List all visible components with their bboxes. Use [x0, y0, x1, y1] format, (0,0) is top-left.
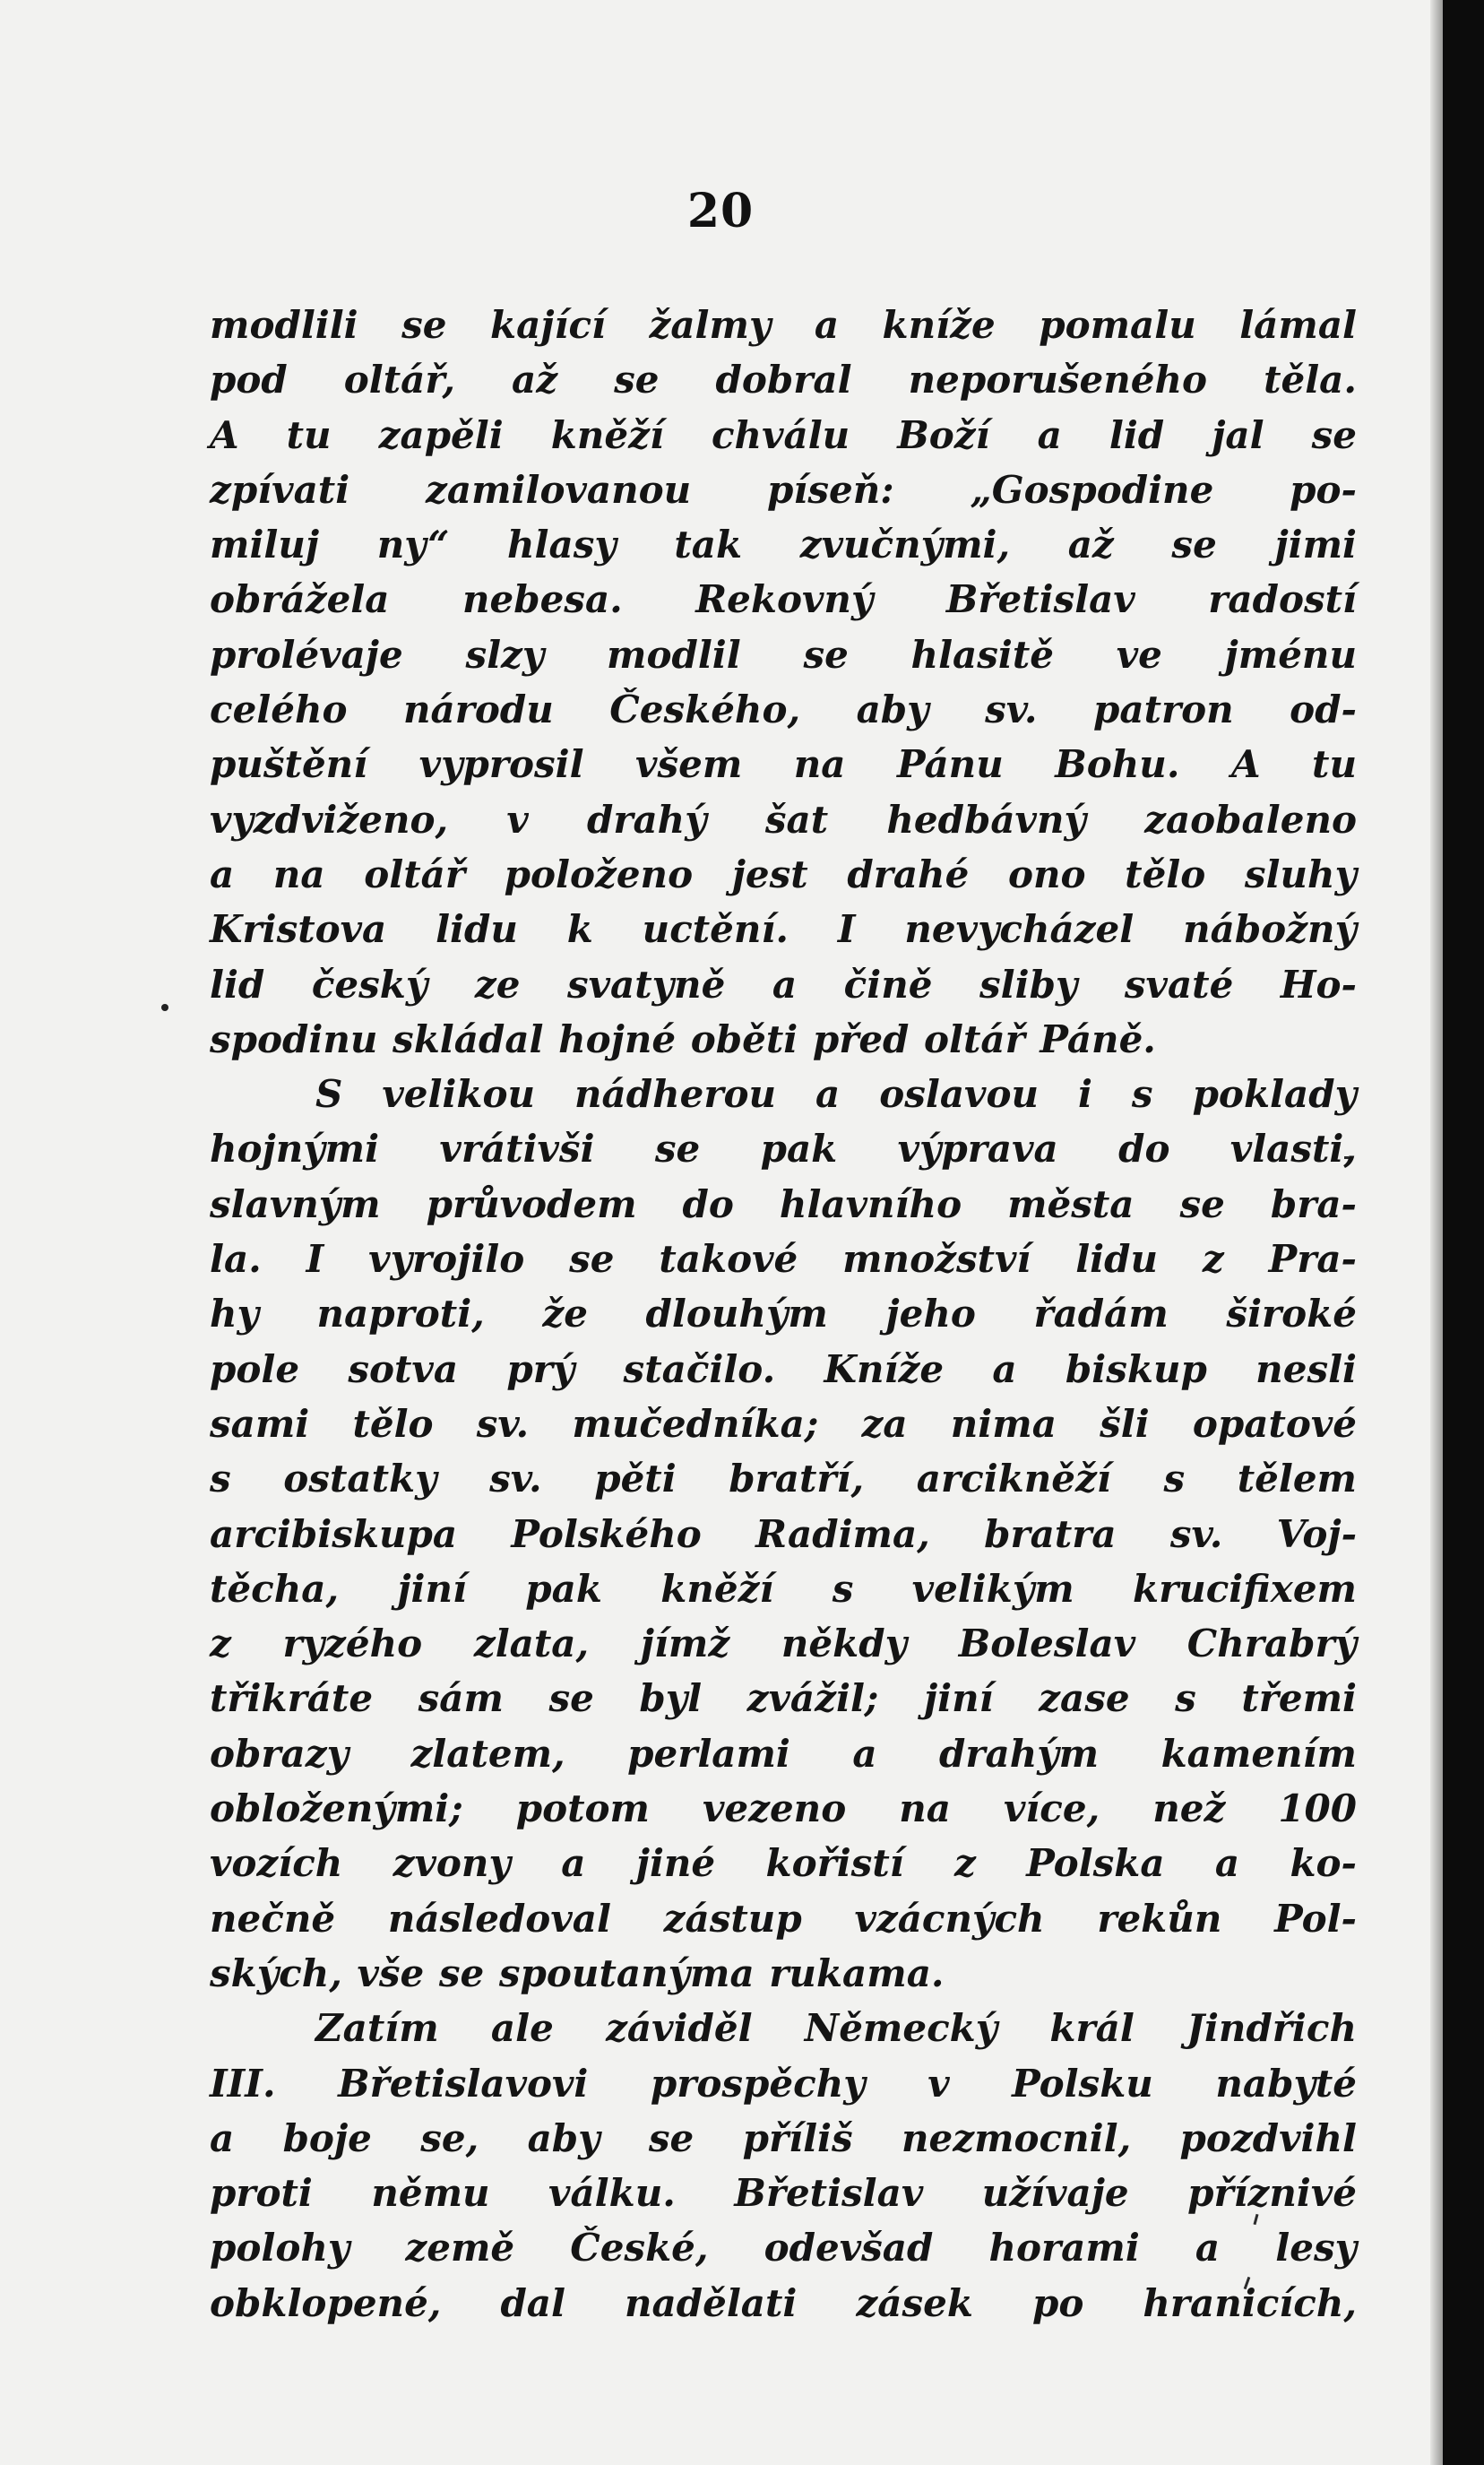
- text-line: sami tělo sv. mučedníka; za nima šli opatové: [210, 1401, 1357, 1446]
- text-line: puštění vyprosil všem na Pánu Bohu. A tu: [210, 742, 1357, 787]
- text-line: Zatím ale záviděl Německý král Jindřich: [315, 2006, 1357, 2051]
- text-line: A tu zapěli kněží chválu Boží a lid jal se: [210, 412, 1357, 457]
- page-number: 20: [686, 184, 755, 238]
- text-line: třikráte sám se byl zvážil; jiní zase s třemi: [210, 1676, 1357, 1721]
- text-line: Kristova lidu k uctění. I nevycházel nábožný: [210, 907, 1357, 952]
- page-edge-shadow: [1430, 0, 1443, 2465]
- text-line: prolévaje slzy modlil se hlasitě ve jménu: [210, 632, 1357, 677]
- text-line: miluj ny“ hlasy tak zvučnými, až se jimi: [210, 523, 1357, 567]
- text-line: spodinu skládal hojné oběti před oltář Páně.: [210, 1016, 1156, 1061]
- text-line: těcha, jiní pak kněží s velikým krucifixem: [210, 1566, 1357, 1611]
- text-line: la. I vyrojilo se takové množství lidu z Pra-: [210, 1237, 1357, 1282]
- text-line: arcibiskupa Polského Radima, bratra sv. Voj-: [210, 1511, 1357, 1556]
- text-line: z ryzého zlata, jímž někdy Boleslav Chrabrý: [210, 1622, 1357, 1666]
- text-line: S velikou nádherou a oslavou i s poklady: [315, 1072, 1357, 1117]
- body-text: [210, 298, 1357, 2331]
- text-line: obklopené, dal nadělati zásek po hranicích,: [210, 2280, 1357, 2325]
- text-line: vyzdviženo, v drahý šat hedbávný zaobaleno: [210, 797, 1357, 842]
- text-line: modlili se kající žalmy a kníže pomalu lámal: [210, 303, 1357, 347]
- text-line: III. Břetislavovi prospěchy v Polsku nabyté: [210, 2061, 1357, 2106]
- text-line: proti němu válku. Břetislav užívaje příznivé: [210, 2171, 1357, 2216]
- text-line: a boje se, aby se příliš nezmocnil, pozdvihl: [210, 2115, 1357, 2160]
- text-line: celého národu Českého, aby sv. patron od-: [210, 688, 1357, 732]
- text-line: hojnými vrátivši se pak výprava do vlasti,: [210, 1127, 1357, 1172]
- text-line: lid český ze svatyně a čině sliby svaté Ho-: [210, 962, 1357, 1007]
- text-line: pole sotva prý stačilo. Kníže a biskup nesli: [210, 1346, 1357, 1391]
- text-line: hy naproti, že dlouhým jeho řadám široké: [210, 1292, 1357, 1336]
- text-line: polohy země České, odevšad horami a lesy: [210, 2226, 1357, 2270]
- text-line: obrážela nebesa. Rekovný Břetislav radostí: [210, 577, 1357, 622]
- text-line: a na oltář položeno jest drahé ono tělo sluhy: [210, 852, 1357, 896]
- text-line: zpívati zamilovanou píseň: „Gospodine po-: [210, 467, 1357, 512]
- margin-mark: [161, 1004, 168, 1011]
- text-line: obloženými; potom vezeno na více, než 100: [210, 1786, 1357, 1831]
- text-line: s ostatky sv. pěti bratří, arcikněží s tělem: [210, 1457, 1357, 1501]
- text-line: nečně následoval zástup vzácných rekůn Pol-: [210, 1896, 1357, 1941]
- text-line: vozích zvony a jiné kořistí z Polska a ko-: [210, 1841, 1357, 1886]
- text-line: obrazy zlatem, perlami a drahým kamením: [210, 1731, 1357, 1776]
- text-line: pod oltář, až se dobral neporušeného těla.: [210, 358, 1357, 402]
- text-line: slavným průvodem do hlavního města se bra-: [210, 1181, 1357, 1226]
- text-line: ských, vše se spoutanýma rukama.: [210, 1950, 945, 1995]
